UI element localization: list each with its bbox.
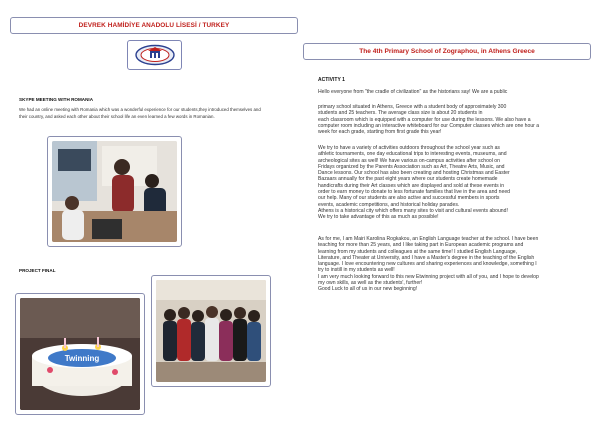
activity-events xyxy=(318,145,590,221)
skype-meeting-text: We had an online meeting with Romania which was a wonderful experience for our students,they introduced themselves and their country, and asked each other about their school life an even learned a few words in Romanian. xyxy=(19,107,261,119)
teacher-paragraph: As for me, I am Mairi Karolina Rogkakou, an English Language teacher at the school. I have been teaching for more than 25 years, and I like taking part in European academic programs and learning from my students and colleagues at the same time! I studied English Language, Literature, and Theater at University, and I have a Master's degree in the teaching of the English language. I love encountering new cultures and sharing experiences and knowledge, something I try to instill in my students as well! I am very much looking forward to this new Etwinning project with all of you, and I hope to develop my own skills, as well as the students', further! Good Luck to all of us in our new beginning! xyxy=(318,236,539,293)
school-banner-greece xyxy=(303,43,591,60)
group-photo xyxy=(156,280,266,382)
school-logo xyxy=(133,43,177,67)
school-logo-frame xyxy=(127,40,182,70)
activity-title: ACTIVITY 1 xyxy=(318,77,345,83)
activity-school-info xyxy=(318,104,590,135)
project-final-title: PROJECT FINAL xyxy=(19,268,56,273)
intro-paragraph: Hello everyone from "the cradle of civilization" as the historians say! We are a public xyxy=(318,89,508,95)
events-paragraph: We try to have a variety of activities outdoors throughout the school year such as athletic tournaments, one day educational trips to interesting events, museums, and archeological sites as well! We have various on-campus activities after school on Fridays organized by the Parents Association such as Art, Theatre Arts, Music, and Dance lessons. Our school has also been creating and hosting Christmas and Easter Bazaars annually for the past eight years where our students create homemade handicrafts during their Art classes which are displayed and sold at these events in order to earn money to donate to less fortunate families that live in the area and need our help. Many of our students are also active and successful members in sports events, academic competitions, and historical holiday parades. Athens is a historical city which offers many sites to visit and cultural events abound! We try to take advantage of this as much as possible! xyxy=(318,145,510,221)
project-group-photo xyxy=(151,275,271,387)
cake-text: Twinning xyxy=(64,354,100,363)
activity-teacher xyxy=(318,236,590,293)
school-name-greece: The 4th Primary School of Zographou, in Athens Greece xyxy=(359,48,535,55)
project-cake-photo xyxy=(15,293,145,415)
skype-meeting-title: SKYPE MEETING WITH ROMANIA xyxy=(19,97,94,102)
school-info-paragraph: primary school situated in Athens, Greece with a student body of approximately 300 students and 25 teachers. The average class size is about 20 students in each classroom which is equipped with a computer for use during the lessons. We also have a computer room including an interactive whiteboard for our Computer classes which are one hour a week for each grade, starting from first grade this year! xyxy=(318,104,540,136)
skype-meeting-photo xyxy=(47,136,182,247)
school-name-turkey: DEVREK HAMİDİYE ANADOLU LİSESİ / TURKEY xyxy=(78,22,230,29)
cake-photo xyxy=(20,298,140,410)
activity-intro xyxy=(318,89,590,95)
classroom-photo xyxy=(52,141,177,242)
school-banner-turkey xyxy=(10,17,298,34)
